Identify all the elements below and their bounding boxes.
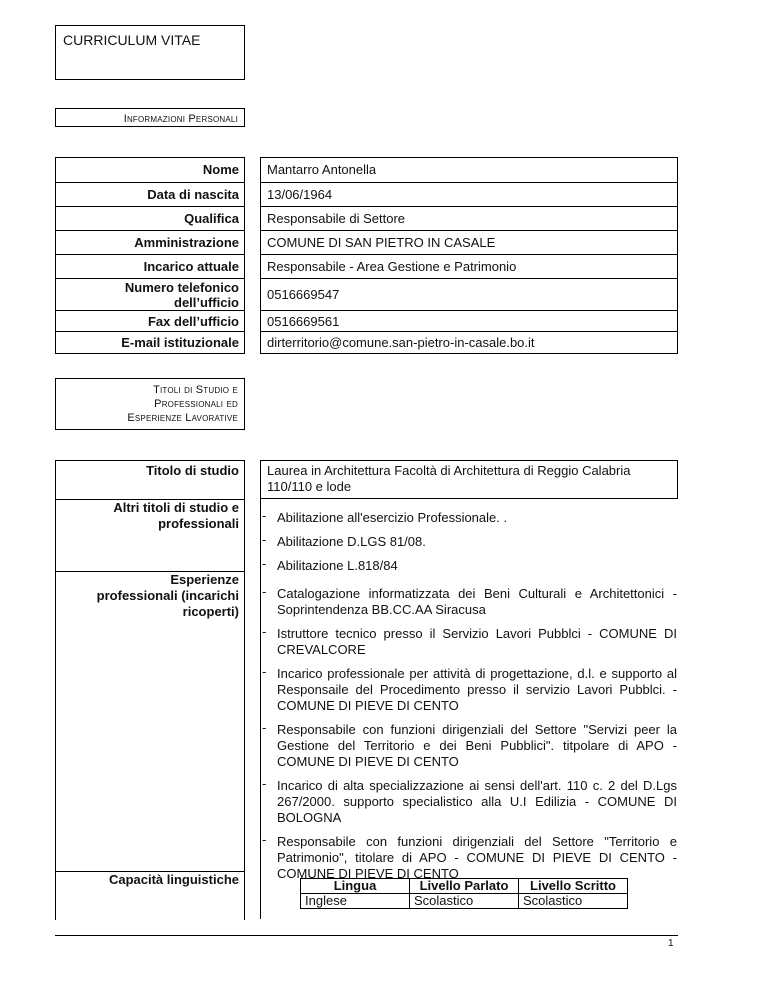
lang-cell: Scolastico [519,894,628,909]
cv-title: CURRICULUM VITAE [63,32,201,48]
cv-title-box [55,25,245,80]
section-header-personal [55,108,245,127]
table-row [301,894,628,909]
label-altri-titoli: Altri titoli di studio e professionali [56,499,244,571]
label-telefono: Numero telefonico dell’ufficio [56,278,244,310]
label-nome: Nome [202,162,239,177]
value-titolo-studio: Laurea in Architettura Facoltà di Architettura di Reggio Calabria 110/110 e lode [267,463,631,494]
value-column-left-rule [260,499,261,919]
lang-header-scritto: Livello Scritto [519,879,628,894]
label-qualifica: Qualifica [56,206,244,230]
lang-header-parlato: Livello Parlato [410,879,519,894]
section-personal-title: Informazioni Personali [123,113,238,125]
label-lingue: Capacità linguistiche [56,871,244,921]
label-incarico: Incarico attuale [56,254,244,278]
label-esperienze: Esperienze professionali (incarichi ricoperti) [56,571,244,871]
value-fax: 0516669561 [261,310,677,331]
titoli-labels [55,460,245,920]
value-nome: Mantarro Antonella [267,162,377,177]
footer-rule [55,935,678,936]
lang-cell: Scolastico [410,894,519,909]
value-email: dirterritorio@comune.san-pietro-in-casale.bo.it [261,331,677,353]
page-number: 1 [668,938,674,949]
value-amministrazione: COMUNE DI SAN PIETRO IN CASALE [261,230,677,254]
section-titoli-line3: Esperienze Lavorative [127,412,238,424]
section-titoli-line2: Professionali ed [154,398,238,410]
language-table [300,878,628,909]
personal-values [260,157,678,354]
label-data-nascita: Data di nascita [56,182,244,206]
value-qualifica: Responsabile di Settore [261,206,677,230]
label-titolo-studio: Titolo di studio [146,463,239,478]
label-amministrazione: Amministrazione [56,230,244,254]
value-incarico: Responsabile - Area Gestione e Patrimonio [261,254,677,278]
language-table-header [301,879,628,894]
lang-header-lingua: Lingua [301,879,410,894]
titolo-studio-box [260,460,678,499]
personal-labels [55,157,245,354]
label-email: E-mail istituzionale [56,331,244,353]
lang-cell: Inglese [301,894,410,909]
value-data-nascita: 13/06/1964 [261,182,677,206]
label-fax: Fax dell’ufficio [56,310,244,331]
section-header-titoli [55,378,245,430]
value-telefono: 0516669547 [261,278,677,310]
section-titoli-line1: Titoli di Studio e [153,384,238,396]
